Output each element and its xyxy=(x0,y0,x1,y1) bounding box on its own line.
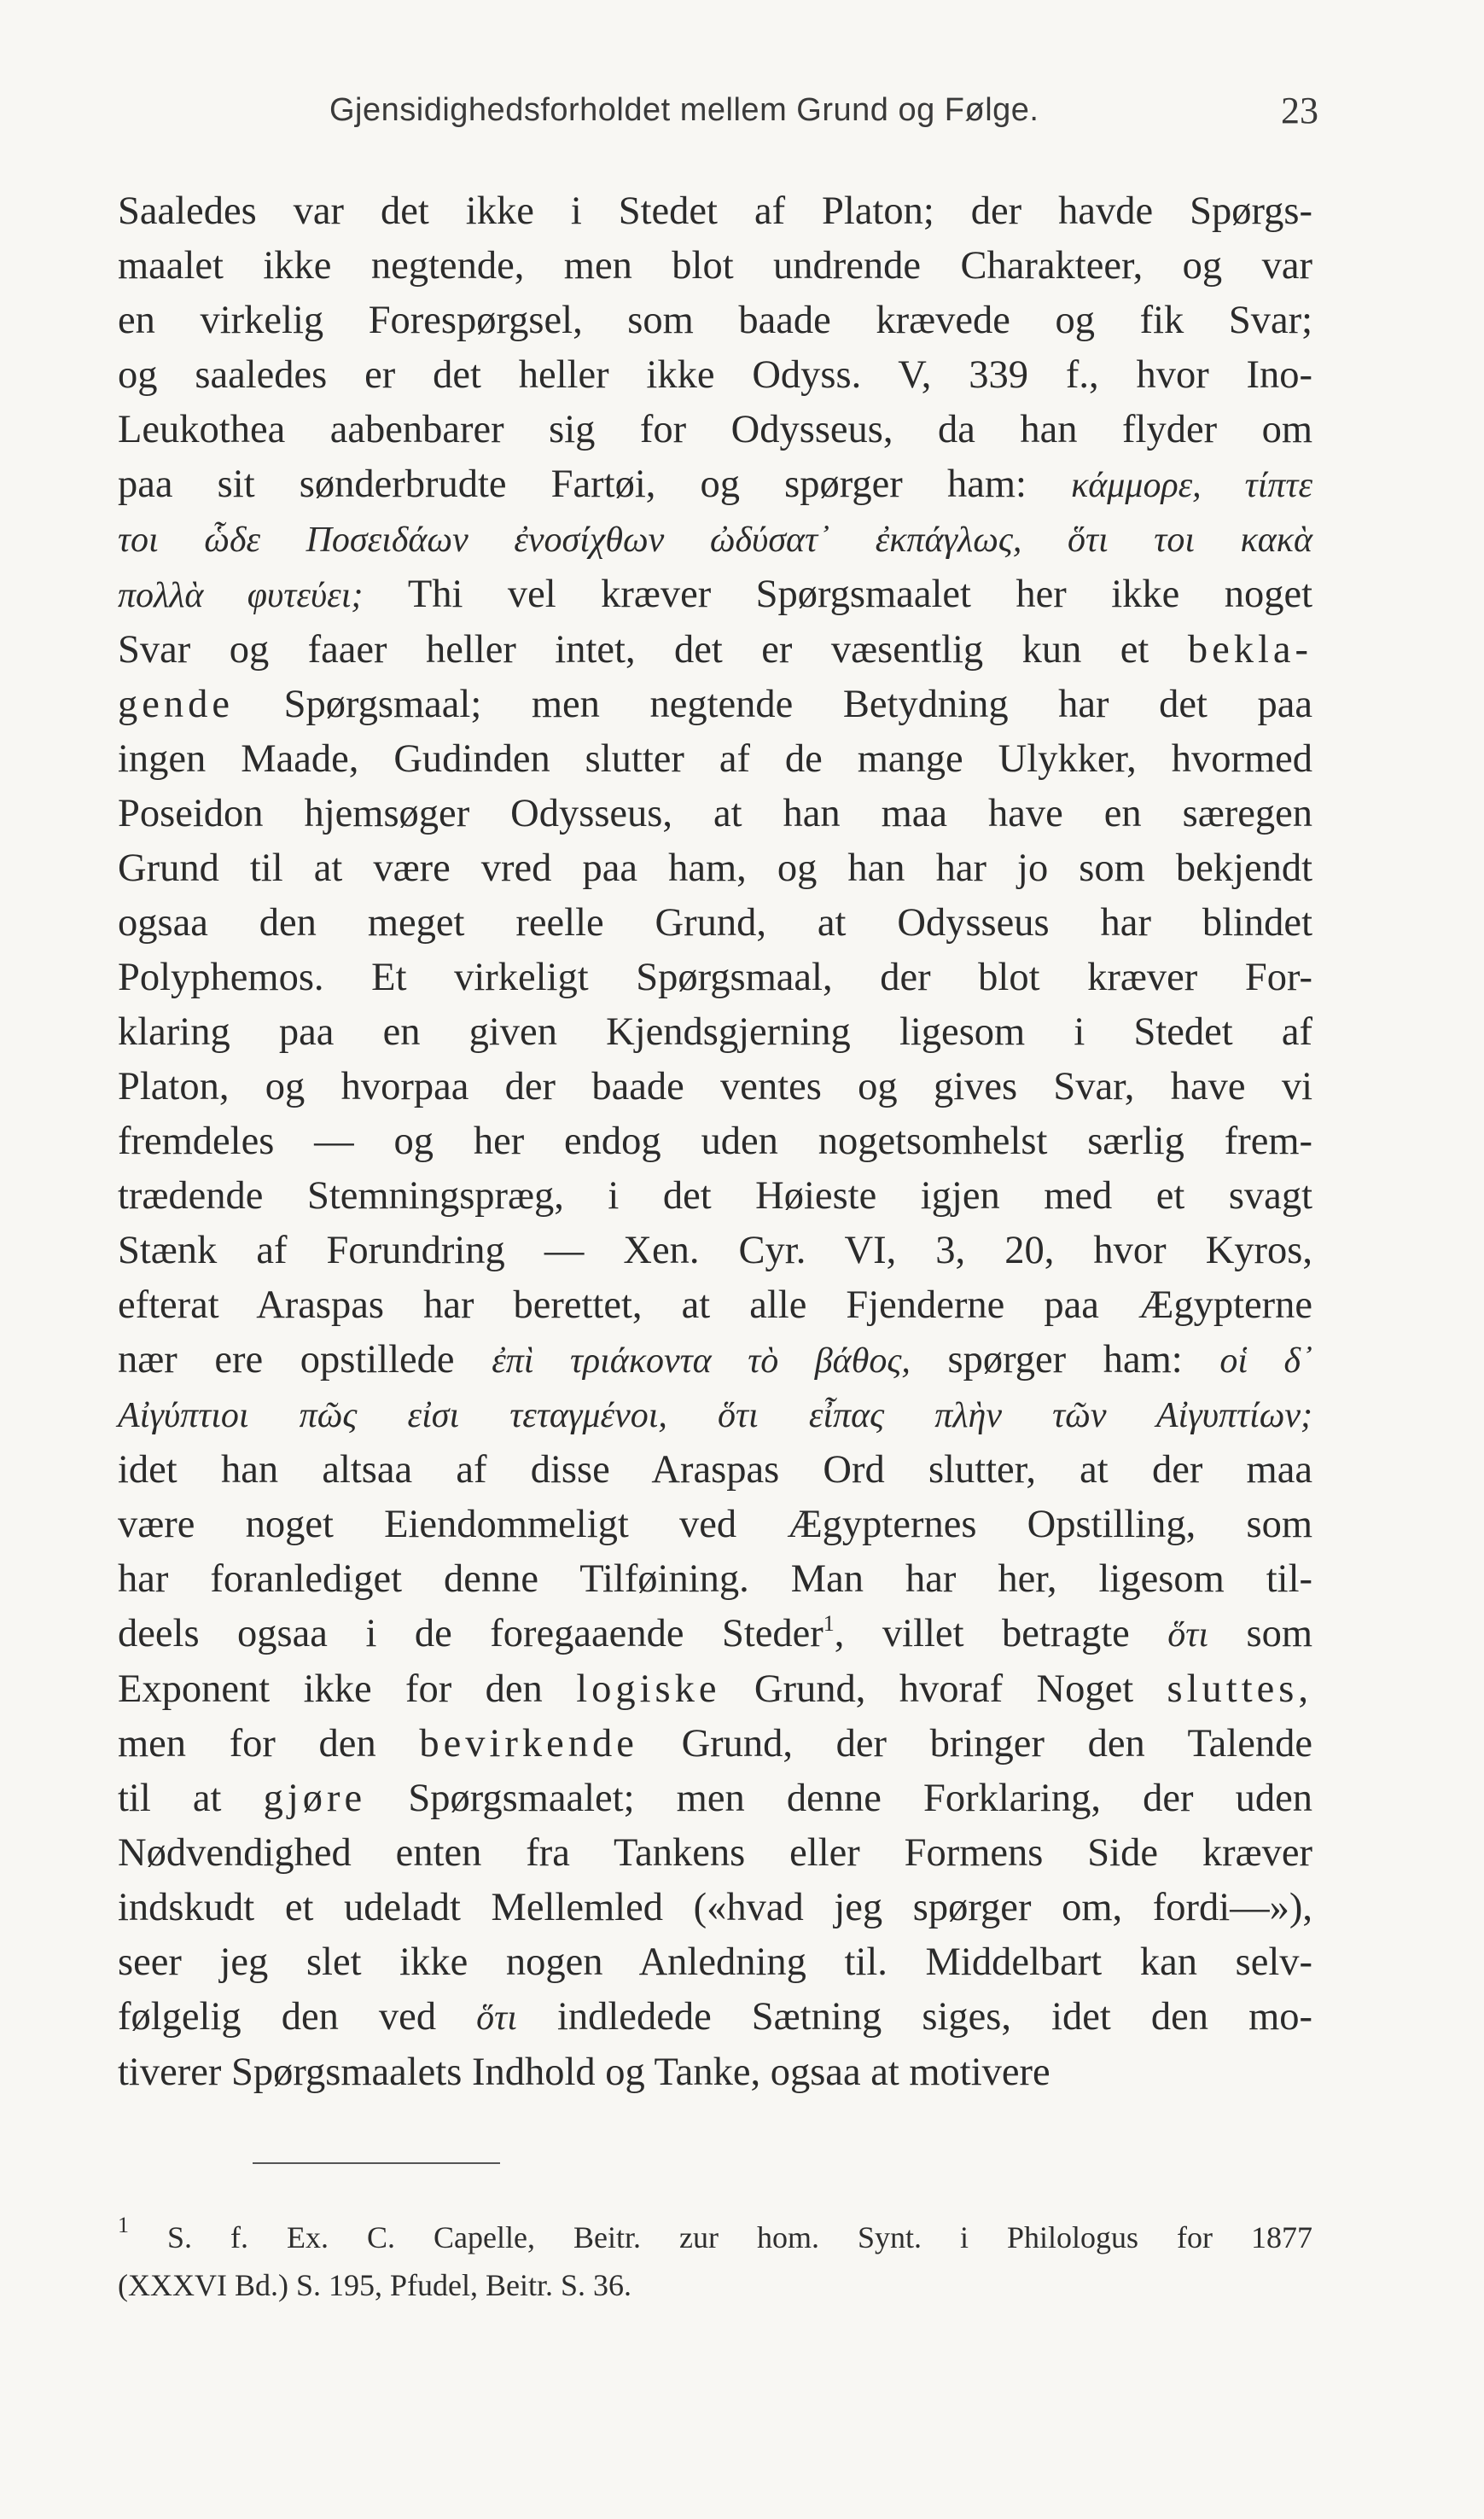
text-line xyxy=(118,457,1312,513)
main-text xyxy=(118,184,1312,2100)
text-line xyxy=(118,678,1312,732)
greek-quote: οἱ δ᾽ xyxy=(1219,1341,1313,1381)
text-line xyxy=(118,1607,1312,1662)
text-line xyxy=(118,567,1312,623)
footnote-reference: 1 xyxy=(823,1611,835,1636)
text-line: efterat Araspas har berettet, at alle Fjenderne paa Ægypterne xyxy=(118,1283,1312,1327)
text-line: Poseidon hjemsøger Odysseus, at han maa have en særegen xyxy=(118,792,1312,835)
text-line: har foranlediget denne Tilføining. Man har her, ligesom til- xyxy=(118,1557,1312,1601)
text-line: Leukothea aabenbarer sig for Odysseus, da han flyder om xyxy=(118,408,1312,451)
text-line xyxy=(118,1717,1312,1771)
text-line: ingen Maade, Gudinden slutter af de mange Ulykker, hvormed xyxy=(118,737,1312,781)
text-line: Saaledes var det ikke i Stedet af Platon; der havde Spørgs- xyxy=(118,189,1312,233)
text-line xyxy=(118,1771,1312,1826)
text-line xyxy=(118,1662,1312,1717)
text-line xyxy=(118,1990,1312,2045)
text-fragment: nær ere opstillede xyxy=(118,1338,455,1382)
text-fragment: Thi vel kræver Spørgsmaalet her ikke noget xyxy=(407,573,1313,616)
text-line: Stænk af Forundring — Xen. Cyr. VI, 3, 20, hvor Kyros, xyxy=(118,1229,1312,1272)
text-line: Polyphemos. Et virkeligt Spørgsmaal, der blot kræver For- xyxy=(118,956,1312,999)
text-line: ogsaa den meget reelle Grund, at Odysseus har blindet xyxy=(118,901,1312,945)
greek-quote: ἐπὶ τριάκοντα τὸ βάθος, xyxy=(492,1341,911,1381)
text-fragment: til at xyxy=(118,1777,222,1820)
text-line: fremdeles — og her endog uden nogetsomhelst særlig frem- xyxy=(118,1120,1312,1163)
emphasis-spaced: logiske xyxy=(576,1667,721,1711)
footnote-divider xyxy=(253,2162,500,2164)
text-line: indskudt et udeladt Mellemled («hvad jeg spørger om, fordi—»), xyxy=(118,1886,1312,1929)
text-fragment: Spørgsmaalet; men denne Forklaring, der uden xyxy=(408,1777,1313,1820)
text-line: klaring paa en given Kjendsgjerning ligesom i Stedet af xyxy=(118,1010,1312,1054)
text-fragment: spørger ham: xyxy=(947,1338,1183,1382)
greek-word: ὅτι xyxy=(476,1998,517,2038)
text-fragment: som xyxy=(1246,1612,1313,1655)
text-line: Platon, og hvorpaa der baade ventes og gives Svar, have vi xyxy=(118,1065,1312,1108)
text-line xyxy=(118,623,1312,678)
emphasis-spaced: gende xyxy=(118,683,235,726)
text-fragment: deels ogsaa i de foregaaende Steder xyxy=(118,1612,823,1655)
greek-quote-line: τοι ὧδε Ποσειδάων ἐνοσίχθων ὠδύσατ᾽ ἐκπάγλως, ὅτι τοι κακὰ xyxy=(118,521,1312,560)
text-fragment: Grund, hvoraf Noget xyxy=(754,1667,1134,1711)
text-fragment: Svar og faaer heller intet, det er væsentlig kun et xyxy=(118,628,1149,672)
page-number: 23 xyxy=(1281,90,1318,131)
emphasis-spaced: gjøre xyxy=(263,1777,367,1820)
text-fragment: Grund, der bringer den Talende xyxy=(681,1722,1313,1766)
text-fragment: Spørgsmaal; men negtende Betydning har det paa xyxy=(283,683,1313,726)
footnote-line: (XXXVI Bd.) S. 195, Pfudel, Beitr. S. 36. xyxy=(118,2268,631,2302)
running-header: Gjensidighedsforholdet mellem Grund og Følge. xyxy=(329,92,1039,128)
emphasis-spaced: bekla- xyxy=(1187,628,1313,672)
text-fragment: følgelig den ved xyxy=(118,1995,437,2039)
footnote-line xyxy=(118,2214,1312,2261)
footnote-text: S. f. Ex. C. Capelle, Beitr. zur hom. Synt. i Philologus for 1877 xyxy=(167,2220,1313,2254)
text-fragment: , villet betragte xyxy=(834,1612,1130,1655)
text-line: og saaledes er det heller ikke Odyss. V, 339 f., hvor Ino- xyxy=(118,353,1312,397)
text-line: en virkelig Forespørgsel, som baade krævede og fik Svar; xyxy=(118,299,1312,342)
greek-quote-line: Αἰγύπτιοι πῶς εἰσι τεταγμένοι, ὅτι εἶπας πλὴν τῶν Αἰγυπτίων; xyxy=(118,1396,1312,1435)
text-line: maalet ikke negtende, men blot undrende Charakteer, og var xyxy=(118,244,1312,288)
text-fragment: Exponent ikke for den xyxy=(118,1667,543,1711)
text-line: være noget Eiendommeligt ved Ægypternes Opstilling, som xyxy=(118,1503,1312,1546)
text-line: idet han altsaa af disse Araspas Ord slutter, at der maa xyxy=(118,1448,1312,1492)
text-fragment: indledede Sætning siges, idet den mo- xyxy=(556,1995,1313,2039)
greek-quote: πολλὰ φυτεύει; xyxy=(118,576,364,615)
emphasis-spaced: sluttes, xyxy=(1167,1667,1312,1711)
greek-word: ὅτι xyxy=(1167,1615,1208,1655)
text-fragment: paa sit sønderbrudte Fartøi, og spørger ham: xyxy=(118,462,1027,506)
text-line: Nødvendighed enten fra Tankens eller Formens Side kræver xyxy=(118,1831,1312,1875)
text-line: seer jeg slet ikke nogen Anledning til. Middelbart kan selv- xyxy=(118,1940,1312,1984)
text-line xyxy=(118,1333,1312,1388)
emphasis-spaced: bevirkende xyxy=(419,1722,638,1766)
text-line: tiverer Spørgsmaalets Indhold og Tanke, ogsaa at motivere xyxy=(118,2051,1050,2094)
footnote-marker: 1 xyxy=(118,2213,129,2237)
text-line: Grund til at være vred paa ham, og han har jo som bekjendt xyxy=(118,846,1312,890)
text-fragment: men for den xyxy=(118,1722,376,1766)
text-line: trædende Stemningspræg, i det Høieste igjen med et svagt xyxy=(118,1174,1312,1218)
footnote xyxy=(118,2214,1312,2309)
greek-quote: κάμμορε, τίπτε xyxy=(1071,466,1313,505)
